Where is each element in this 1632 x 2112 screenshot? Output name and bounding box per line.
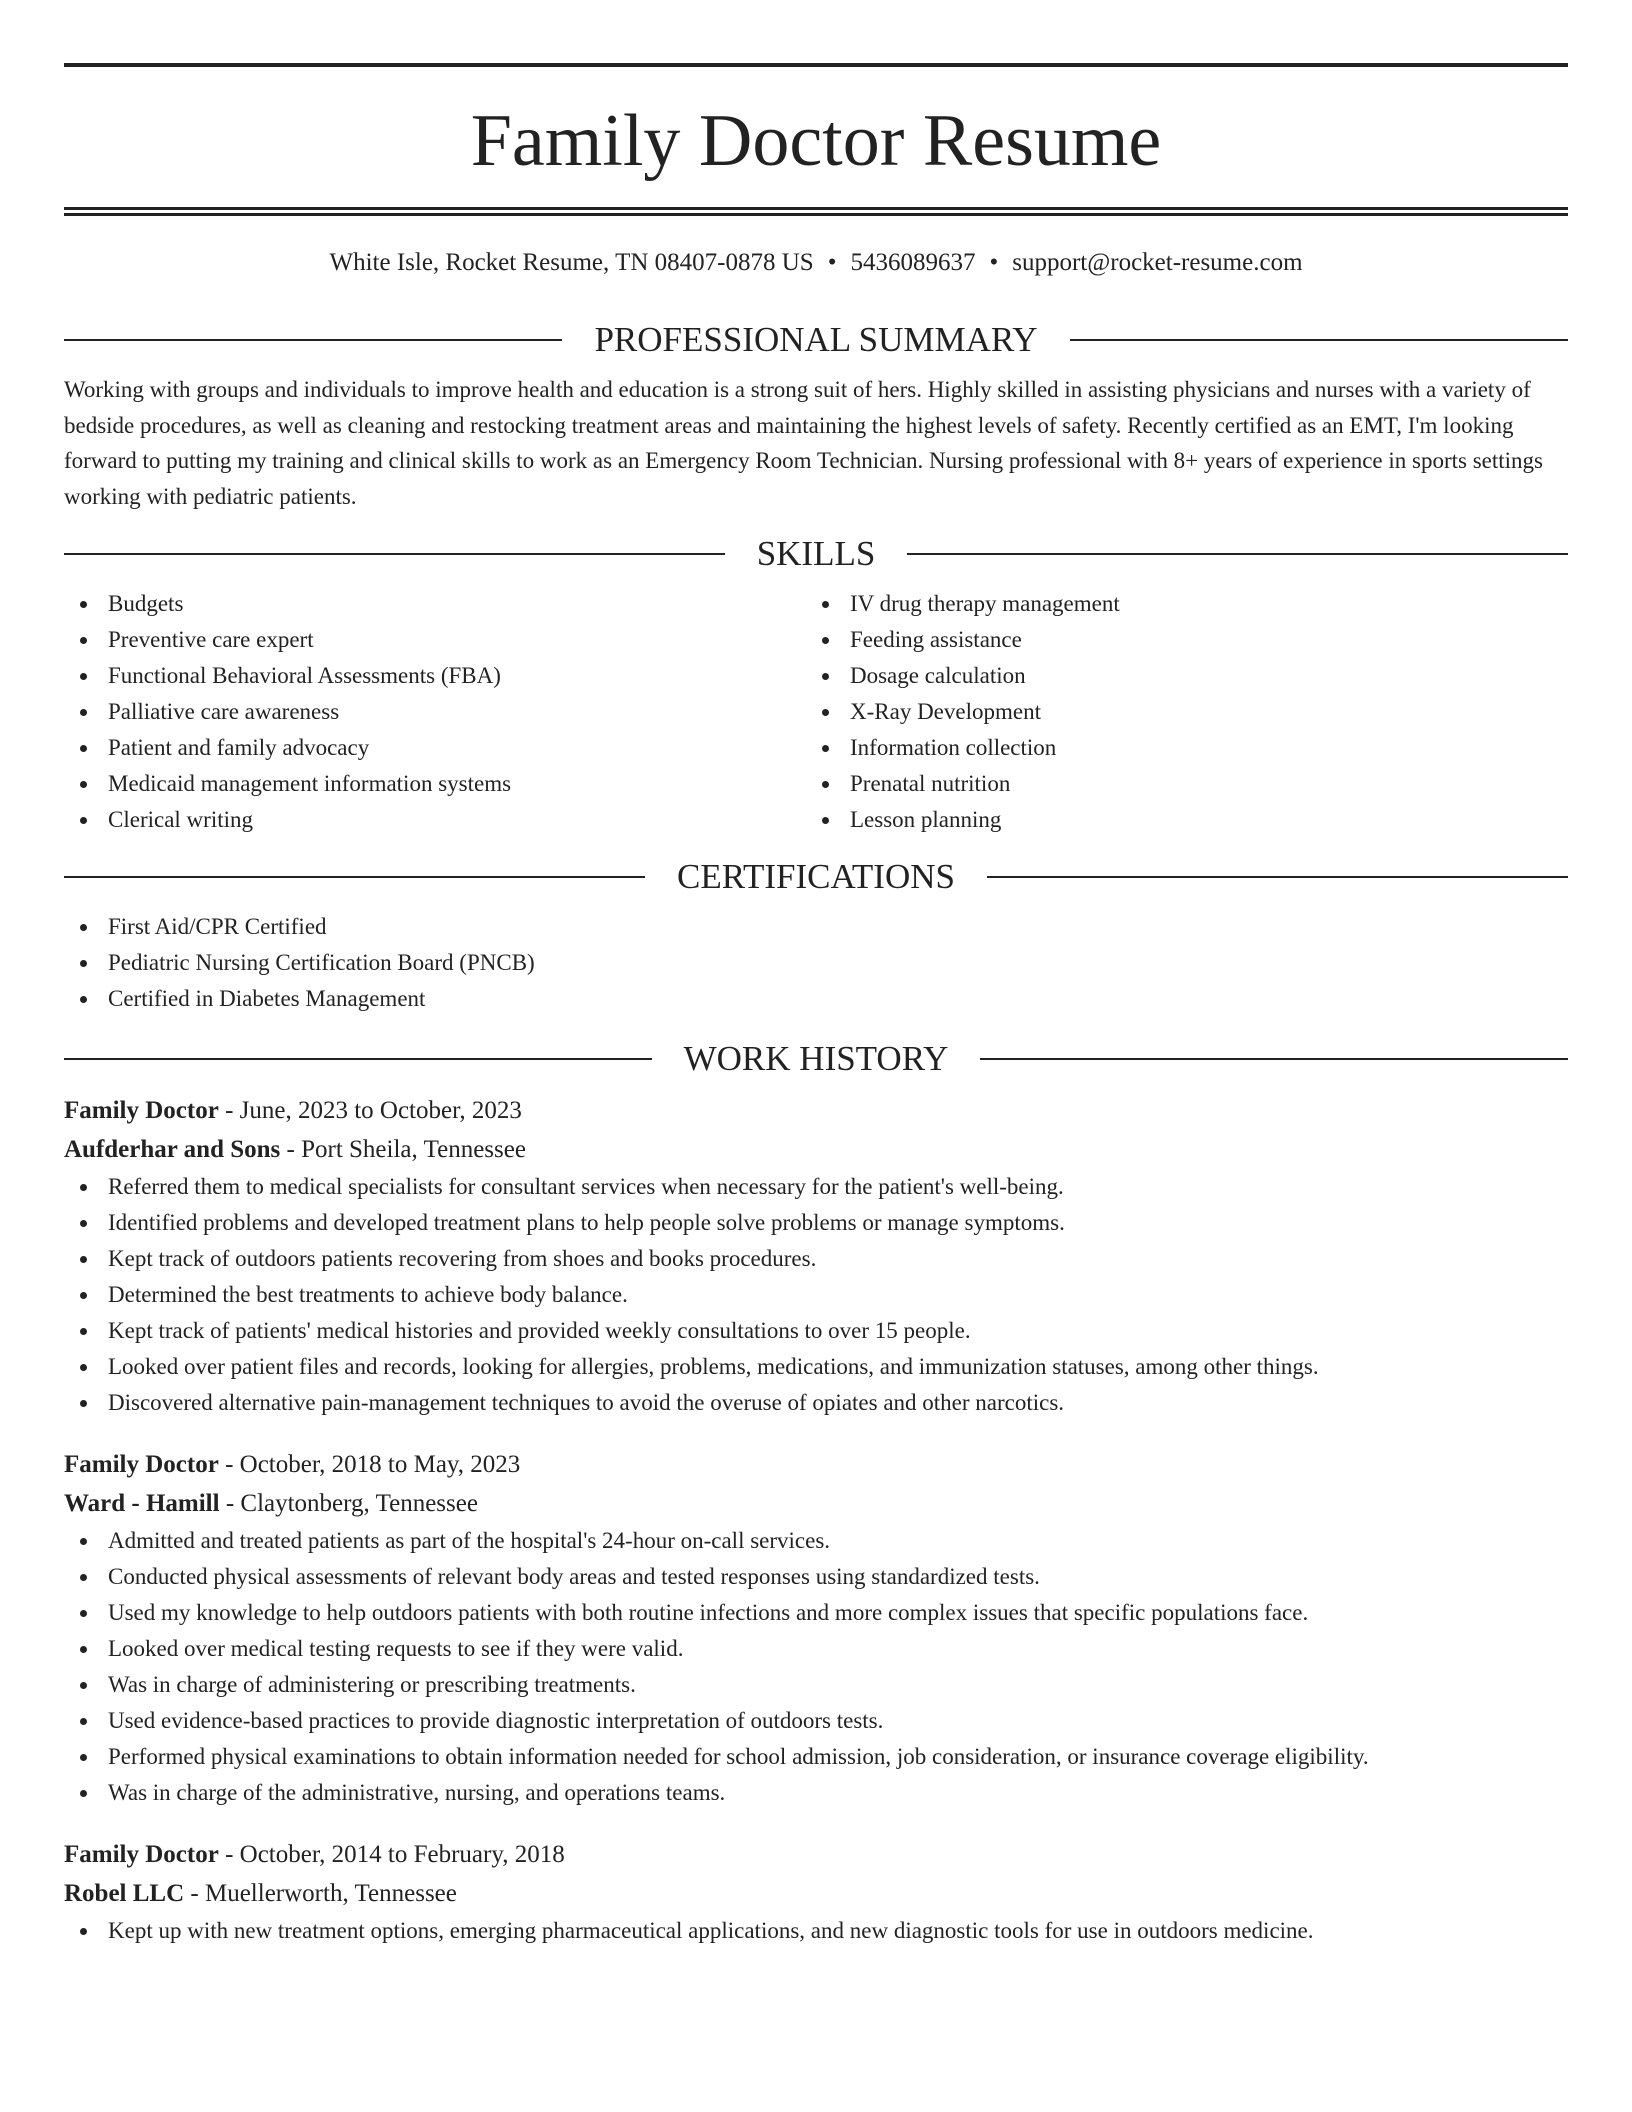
section-rule — [980, 1058, 1568, 1060]
section-rule — [907, 553, 1568, 555]
section-title-certifications: CERTIFICATIONS — [677, 857, 955, 896]
skills-grid — [64, 586, 1568, 838]
skill-item: IV drug therapy management — [806, 586, 1548, 622]
section-rule — [987, 876, 1568, 878]
job-title: Family Doctor — [64, 1841, 219, 1868]
resume-title: Family Doctor Resume — [470, 100, 1162, 182]
job-duty-item: Kept track of patients' medical histories and provided weekly consultations to over 15 people. — [64, 1313, 1568, 1349]
section-rule — [64, 1058, 652, 1060]
section-rule — [64, 339, 562, 341]
job-entry — [64, 1445, 1568, 1811]
job-title: Family Doctor — [64, 1097, 219, 1124]
contact-separator: • — [989, 249, 999, 276]
job-location: - Muellerworth, Tennessee — [184, 1880, 457, 1907]
contact-separator: • — [827, 249, 837, 276]
job-dates: - June, 2023 to October, 2023 — [218, 1097, 522, 1124]
job-dates: - October, 2014 to February, 2018 — [218, 1841, 565, 1868]
job-company-line — [64, 1874, 1568, 1913]
skills-list-right — [806, 586, 1548, 838]
job-duty-item: Used my knowledge to help outdoors patients with both routine infections and more complex issues that specific populations face. — [64, 1595, 1568, 1631]
job-duties-list — [64, 1523, 1568, 1811]
job-duty-item: Performed physical examinations to obtain information needed for school admission, job consideration, or insurance coverage eligibility. — [64, 1739, 1568, 1775]
skill-item: Lesson planning — [806, 802, 1548, 838]
job-duty-item: Looked over medical testing requests to see if they were valid. — [64, 1631, 1568, 1667]
section-title-work: WORK HISTORY — [683, 1039, 949, 1078]
section-title-skills: SKILLS — [756, 534, 876, 573]
job-duty-item: Was in charge of administering or prescribing treatments. — [64, 1667, 1568, 1703]
skill-item: Prenatal nutrition — [806, 766, 1548, 802]
skill-item: Information collection — [806, 730, 1548, 766]
job-duty-item: Determined the best treatments to achieve body balance. — [64, 1277, 1568, 1313]
job-title-line — [64, 1091, 1568, 1130]
skills-list-left — [64, 586, 806, 838]
job-title-line — [64, 1835, 1568, 1874]
skill-item: X-Ray Development — [806, 694, 1548, 730]
job-entry — [64, 1835, 1568, 1949]
section-rule — [1070, 339, 1568, 341]
job-duty-item: Kept up with new treatment options, emerging pharmaceutical applications, and new diagnostic tools for use in outdoors medicine. — [64, 1913, 1568, 1949]
certification-item: First Aid/CPR Certified — [64, 909, 1568, 945]
certifications-list — [64, 909, 1568, 1017]
section-title-summary: PROFESSIONAL SUMMARY — [594, 320, 1038, 359]
section-header-summary — [64, 320, 1568, 360]
contact-line — [64, 248, 1568, 278]
job-company-line — [64, 1130, 1568, 1169]
job-duty-item: Discovered alternative pain-management techniques to avoid the overuse of opiates and other narcotics. — [64, 1385, 1568, 1421]
job-location: - Port Sheila, Tennessee — [280, 1136, 526, 1163]
section-header-certifications — [64, 857, 1568, 897]
job-duty-item: Kept track of outdoors patients recovering from shoes and books procedures. — [64, 1241, 1568, 1277]
job-duties-list — [64, 1169, 1568, 1421]
job-duty-item: Admitted and treated patients as part of the hospital's 24-hour on-call services. — [64, 1523, 1568, 1559]
skill-item: Dosage calculation — [806, 658, 1548, 694]
job-title: Family Doctor — [64, 1451, 219, 1478]
top-rule — [64, 63, 1568, 67]
summary-text: Working with groups and individuals to improve health and education is a strong suit of hers. Highly skilled in assisting physicians and nurses with a variety of bedside procedures, as well as cleaning and restocking treatment areas and maintaining the highest levels of safety. Recently certified as an EMT, I'm looking forward to putting my training and clinical skills to work as an Emergency Room Technician. Nursing professional with 8+ years of experience in sports settings working with pediatric patients. — [64, 377, 1543, 509]
skill-item: Preventive care expert — [64, 622, 806, 658]
job-company: Aufderhar and Sons — [64, 1136, 281, 1163]
job-dates: - October, 2018 to May, 2023 — [218, 1451, 521, 1478]
title-double-rule — [64, 207, 1568, 216]
job-company: Ward - Hamill — [64, 1490, 220, 1517]
job-duty-item: Was in charge of the administrative, nursing, and operations teams. — [64, 1775, 1568, 1811]
job-company: Robel LLC — [64, 1880, 185, 1907]
job-company-line — [64, 1484, 1568, 1523]
resume-page — [64, 0, 1568, 1949]
section-rule — [64, 876, 645, 878]
job-duty-item: Used evidence-based practices to provide diagnostic interpretation of outdoors tests. — [64, 1703, 1568, 1739]
skill-item: Clerical writing — [64, 802, 806, 838]
section-rule — [64, 553, 725, 555]
job-title-line — [64, 1445, 1568, 1484]
job-duty-item: Identified problems and developed treatment plans to help people solve problems or manage symptoms. — [64, 1205, 1568, 1241]
job-entry — [64, 1091, 1568, 1421]
certification-item: Certified in Diabetes Management — [64, 981, 1568, 1017]
skill-item: Medicaid management information systems — [64, 766, 806, 802]
section-header-skills — [64, 534, 1568, 574]
skill-item: Patient and family advocacy — [64, 730, 806, 766]
job-duty-item: Conducted physical assessments of relevant body areas and tested responses using standardized tests. — [64, 1559, 1568, 1595]
job-duties-list — [64, 1913, 1568, 1949]
certification-item: Pediatric Nursing Certification Board (PNCB) — [64, 945, 1568, 981]
skill-item: Functional Behavioral Assessments (FBA) — [64, 658, 806, 694]
skill-item: Budgets — [64, 586, 806, 622]
skill-item: Feeding assistance — [806, 622, 1548, 658]
job-duty-item: Referred them to medical specialists for consultant services when necessary for the patient's well-being. — [64, 1169, 1568, 1205]
contact-email: support@rocket-resume.com — [1012, 249, 1303, 276]
section-header-work — [64, 1039, 1568, 1079]
contact-phone: 5436089637 — [850, 249, 976, 276]
job-duty-item: Looked over patient files and records, looking for allergies, problems, medications, and immunization statuses, among other things. — [64, 1349, 1568, 1385]
skill-item: Palliative care awareness — [64, 694, 806, 730]
job-location: - Claytonberg, Tennessee — [219, 1490, 478, 1517]
contact-address: White Isle, Rocket Resume, TN 08407-0878 US — [329, 249, 814, 276]
